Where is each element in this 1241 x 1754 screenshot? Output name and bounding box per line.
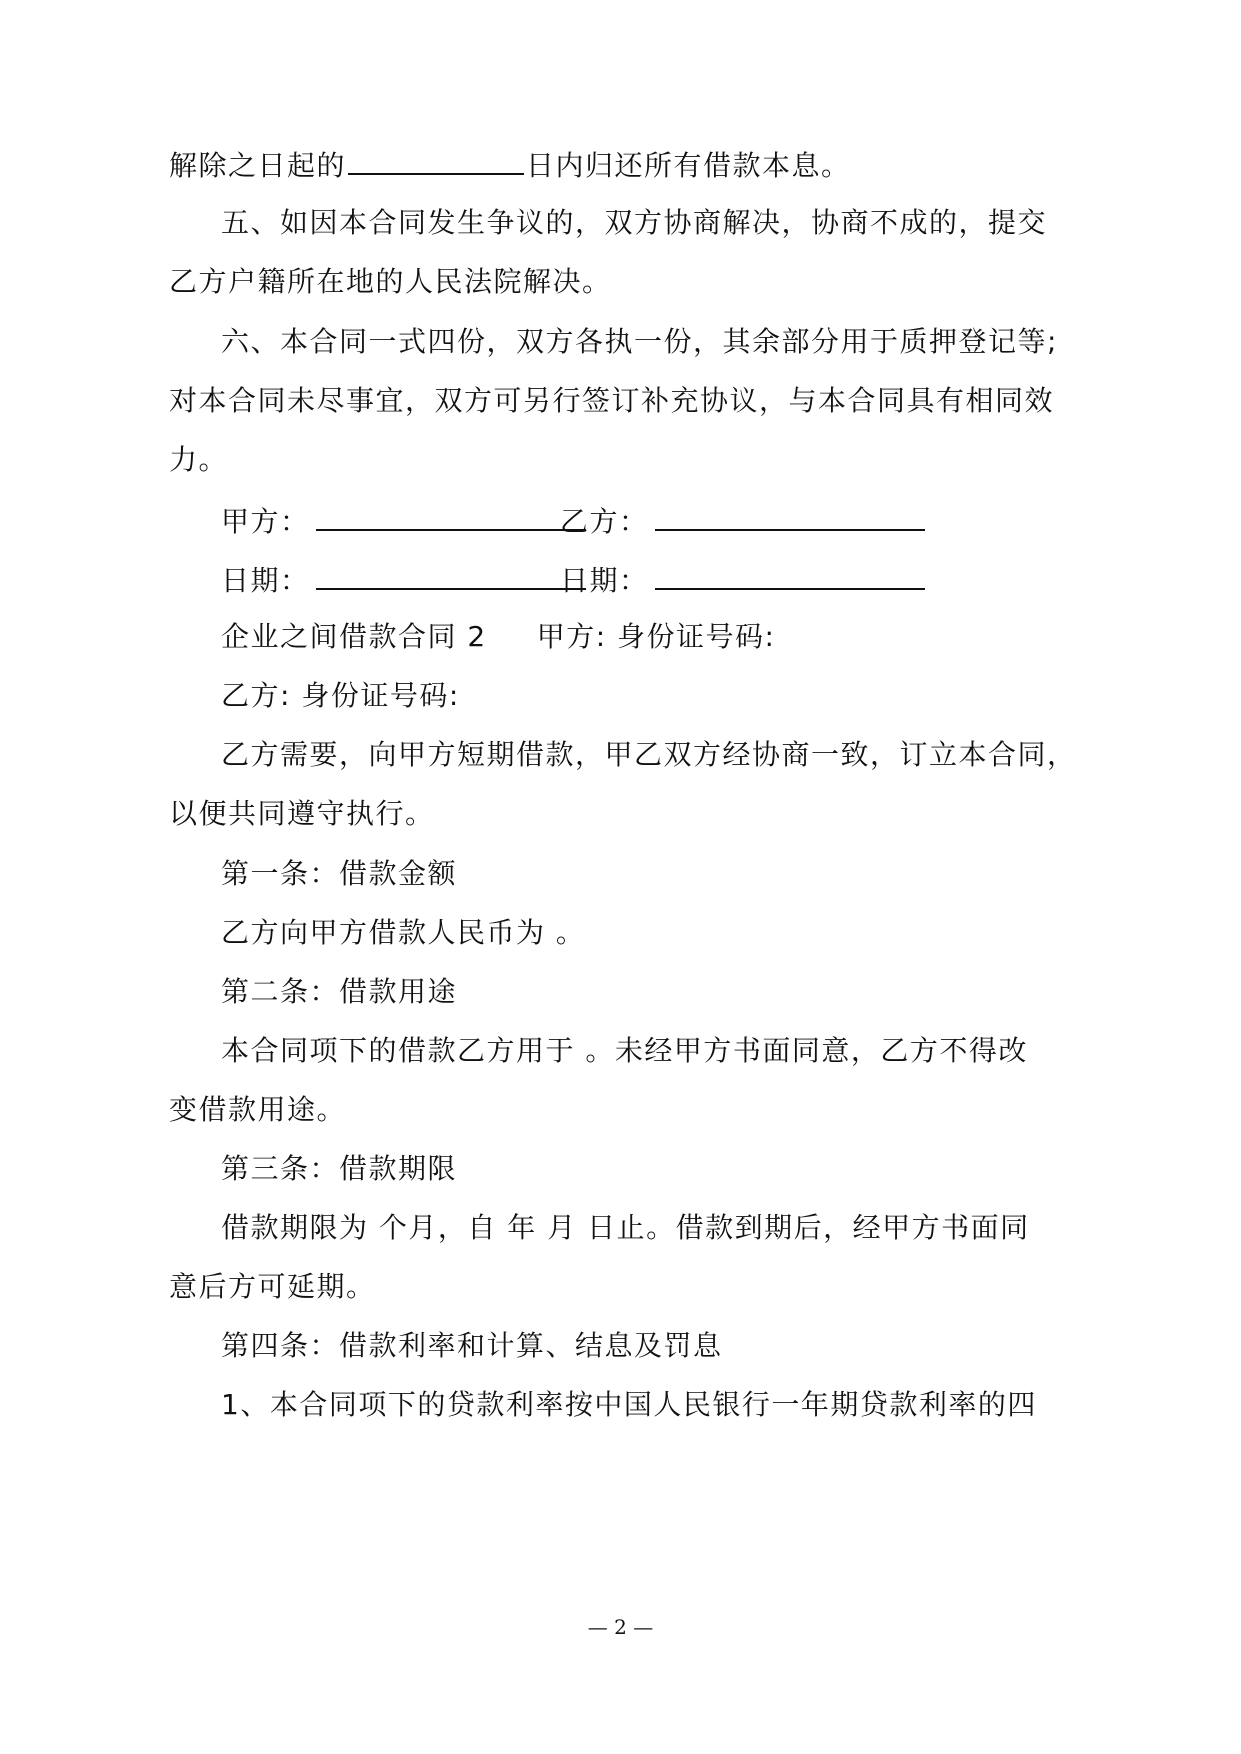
paragraph-line: 变借款用途。	[169, 1093, 347, 1126]
paragraph-line: 五、如因本合同发生争议的，双方协商解决，协商不成的，提交	[221, 206, 1048, 239]
clause-heading: 第一条：借款金额	[221, 857, 458, 890]
paragraph-line: 乙方需要，向甲方短期借款，甲乙双方经协商一致，订立本合同，	[221, 738, 1077, 771]
date-row	[560, 558, 925, 601]
page-number: — 2 —	[587, 1615, 654, 1639]
text-segment: 日内归还所有借款本息。	[526, 149, 851, 182]
date-row	[221, 558, 586, 601]
text-segment: 解除之日起的	[169, 149, 347, 182]
text-segment: 甲方: 身份证号码:	[536, 620, 776, 653]
clause-heading: 第四条：借款利率和计算、结息及罚息	[221, 1329, 723, 1362]
paragraph-line: 乙方: 身份证号码:	[221, 679, 460, 712]
party-b-label: 乙方：	[560, 505, 649, 538]
contract-title: 企业之间借款合同 2	[221, 620, 487, 653]
date-b-line	[655, 558, 925, 590]
paragraph-line: 乙方向甲方借款人民币为 。	[221, 916, 586, 949]
date-b-label: 日期：	[560, 564, 649, 597]
paragraph-line: 1、本合同项下的贷款利率按中国人民银行一年期贷款利率的四	[221, 1388, 1037, 1421]
paragraph-line: 六、本合同一式四份，双方各执一份，其余部分用于质押登记等;	[221, 325, 1058, 358]
paragraph-line: 意后方可延期。	[169, 1270, 376, 1303]
signature-row	[221, 499, 586, 542]
paragraph-line	[169, 143, 851, 186]
paragraph-line: 对本合同未尽事宜，双方可另行签订补充协议，与本合同具有相同效	[169, 384, 1055, 417]
fill-in-blank	[348, 143, 524, 175]
section-title-line	[221, 617, 776, 657]
clause-heading: 第二条：借款用途	[221, 975, 458, 1008]
party-b-signature-line	[655, 499, 925, 531]
date-a-line	[316, 558, 586, 590]
paragraph-line: 借款期限为 个月，自 年 月 日止。借款到期后，经甲方书面同	[221, 1211, 1030, 1244]
paragraph-line: 乙方户籍所在地的人民法院解决。	[169, 265, 612, 298]
date-a-label: 日期：	[221, 564, 310, 597]
paragraph-line: 力。	[169, 443, 229, 476]
signature-row	[560, 499, 925, 542]
paragraph-line: 以便共同遵守执行。	[169, 797, 435, 830]
party-a-signature-line	[316, 499, 586, 531]
paragraph-line: 本合同项下的借款乙方用于 。未经甲方书面同意，乙方不得改	[221, 1034, 1028, 1067]
party-a-label: 甲方：	[221, 505, 310, 538]
clause-heading: 第三条：借款期限	[221, 1152, 458, 1185]
